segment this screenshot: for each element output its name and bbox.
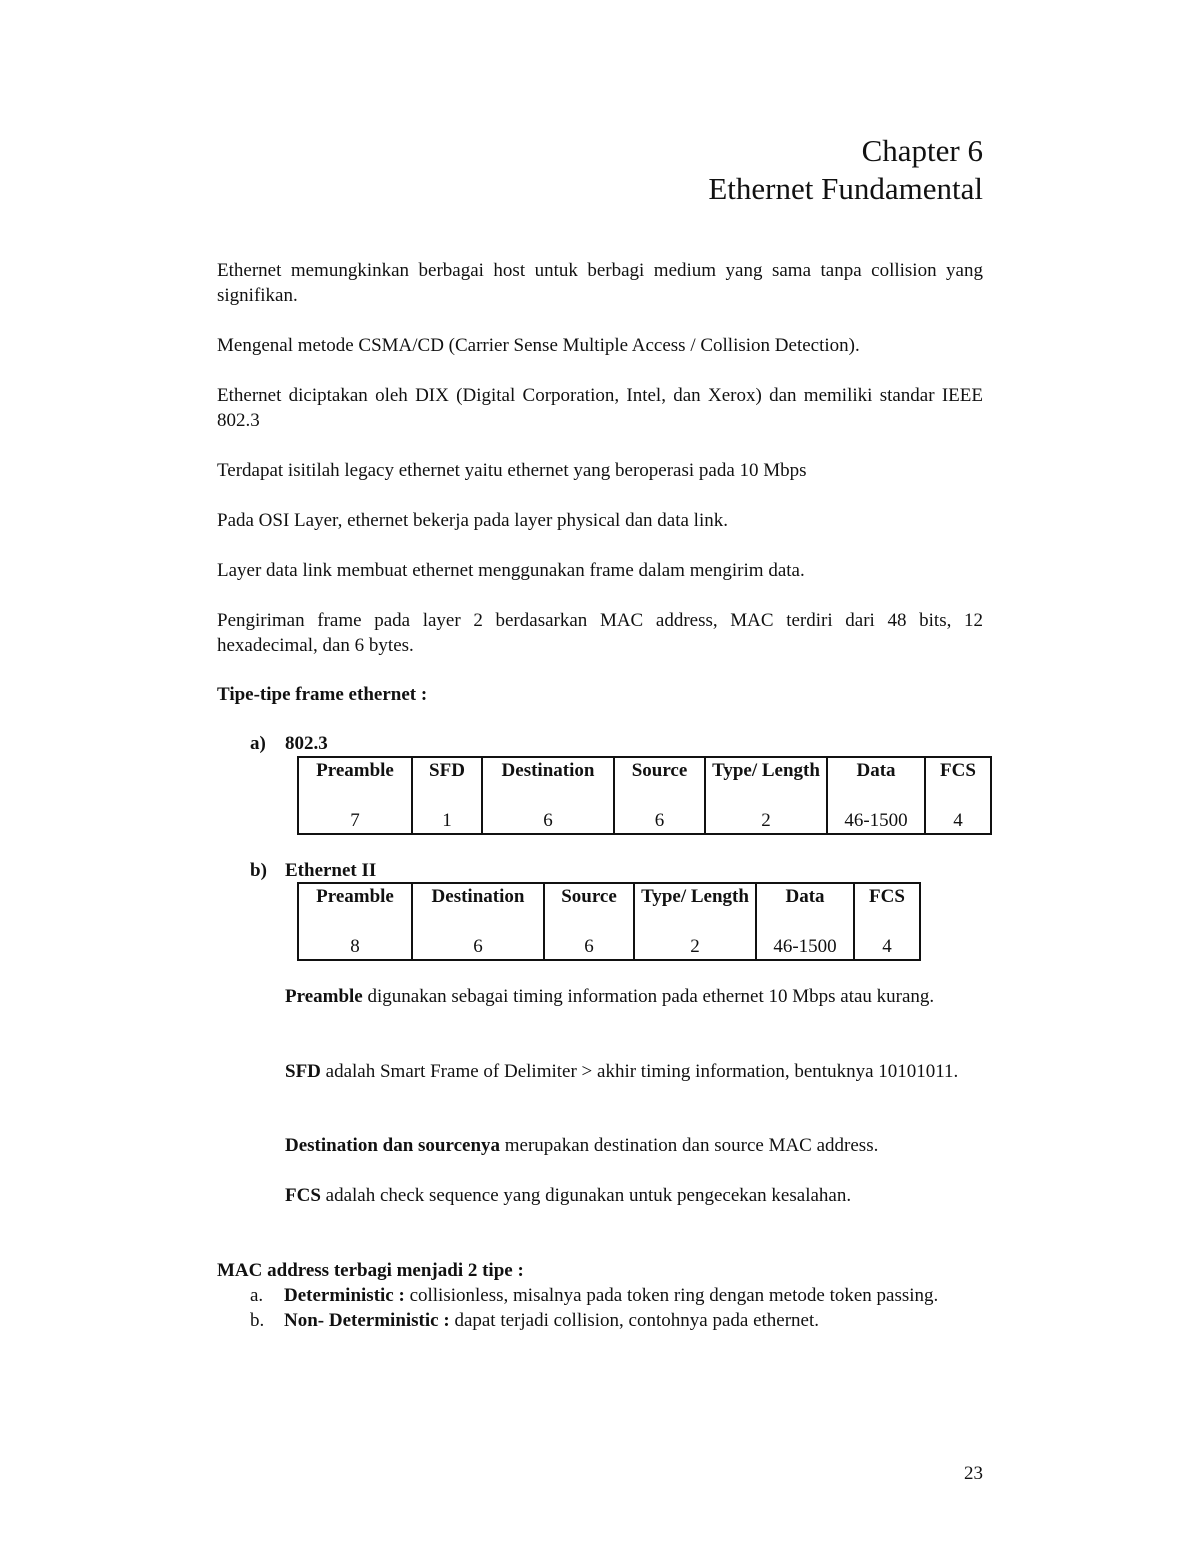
paragraph: Pengiriman frame pada layer 2 berdasarkan MAC address, MAC terdiri dari 48 bits, 12 hexadecimal, dan 6 bytes. [217,610,983,656]
field-size: 2 [690,936,700,957]
intro-paragraph-2 [217,333,983,358]
field-name: Type/ Length [641,886,749,907]
frame-a-name: 802.3 [285,733,328,754]
field-name: Source [631,760,688,781]
frame-field-cell [827,757,925,834]
frame-field-cell [412,883,544,960]
page-number: 23 [964,1463,983,1484]
field-size: 46-1500 [844,810,908,831]
list-text: dapat terjadi collision, contohnya pada ethernet. [449,1310,819,1331]
frame-a-marker: a) [250,733,266,754]
field-name: FCS [940,760,976,781]
list-term: Deterministic : [284,1285,405,1306]
field-size: 1 [442,810,452,831]
list-term: Non- Deterministic : [284,1310,450,1331]
frame-field-cell [298,757,412,834]
field-name: Preamble [316,886,394,907]
field-name: FCS [869,886,905,907]
mac-type-list [217,1283,983,1333]
frame-field-cell [412,757,482,834]
intro-paragraph-1 [217,258,983,308]
field-size: 4 [953,810,963,831]
field-size: 6 [473,936,483,957]
definition-term: Destination dan sourcenya [285,1135,501,1156]
field-name: Preamble [316,760,394,781]
definition-preamble [285,984,983,1009]
field-size: 6 [654,810,665,831]
field-size: 8 [350,936,360,957]
definition-text: adalah Smart Frame of Delimiter > akhir timing information, bentuknya 10101011. [320,1061,959,1082]
list-item [217,1283,983,1308]
definition-term: Preamble [285,986,363,1007]
paragraph: Terdapat isitilah legacy ethernet yaitu ethernet yang beroperasi pada 10 Mbps [217,460,807,481]
frame-field-cell [756,883,854,960]
frame-field-cell [482,757,614,834]
definition-sfd [285,1059,983,1084]
paragraph: Ethernet memungkinkan berbagai host untuk berbagi medium yang sama tanpa collision yang signifikan. [217,260,983,306]
field-size: 2 [761,810,771,831]
definition-text: merupakan destination dan source MAC address. [500,1135,879,1156]
paragraph: Pada OSI Layer, ethernet bekerja pada layer physical dan data link. [217,510,728,531]
intro-paragraph-7 [217,608,983,658]
field-size: 6 [543,810,553,831]
field-name: Type/ Length [712,760,820,781]
frame-field-cell [854,883,920,960]
frame-types-heading: Tipe-tipe frame ethernet : [217,684,428,705]
frame-field-cell [614,757,705,834]
field-name: SFD [429,760,465,781]
definition-term: SFD [285,1061,321,1082]
field-size: 6 [584,936,594,957]
intro-paragraph-3 [217,383,983,433]
field-name: Source [561,886,617,907]
field-size: 7 [350,810,360,831]
frame-b-marker: b) [250,860,267,881]
chapter-title: Ethernet Fundamental [708,171,983,206]
definition-destination [285,1133,983,1158]
frame-field-cell [544,883,634,960]
field-name: Destination [431,886,525,907]
field-size: 46-1500 [773,936,837,957]
intro-paragraph-5 [217,508,983,533]
field-size: 4 [882,936,892,957]
frame-field-cell [705,757,827,834]
list-marker: a. [250,1285,264,1306]
list-text: collisionless, misalnya pada token ring dengan metode token passing. [404,1285,939,1306]
frame-b-name: Ethernet II [285,860,377,881]
field-name: Destination [501,760,595,781]
definition-term: FCS [285,1185,321,1206]
definition-text: adalah check sequence yang digunakan untuk pengecekan kesalahan. [320,1185,852,1206]
chapter-heading [708,132,983,208]
paragraph: Mengenal metode CSMA/CD (Carrier Sense Multiple Access / Collision Detection). [217,335,860,356]
paragraph: Ethernet diciptakan oleh DIX (Digital Corporation, Intel, dan Xerox) dan memiliki standar IEEE 802.3 [217,385,983,431]
frame-field-cell [634,883,756,960]
definition-text: digunakan sebagai timing information pada ethernet 10 Mbps atau kurang. [362,986,935,1007]
field-name: Data [785,886,825,907]
frame-field-cell [298,883,412,960]
frame-table-802-3 [297,756,992,835]
list-item [217,1308,983,1333]
chapter-number: Chapter 6 [861,133,983,168]
mac-heading: MAC address terbagi menjadi 2 tipe : [217,1260,524,1281]
frame-table-ethernet-ii [297,882,921,961]
definition-fcs [285,1183,983,1208]
paragraph: Layer data link membuat ethernet menggunakan frame dalam mengirim data. [217,560,805,581]
list-marker: b. [250,1310,265,1331]
intro-paragraph-6 [217,558,983,583]
intro-paragraph-4 [217,458,983,483]
field-name: Data [856,760,896,781]
frame-field-cell [925,757,991,834]
